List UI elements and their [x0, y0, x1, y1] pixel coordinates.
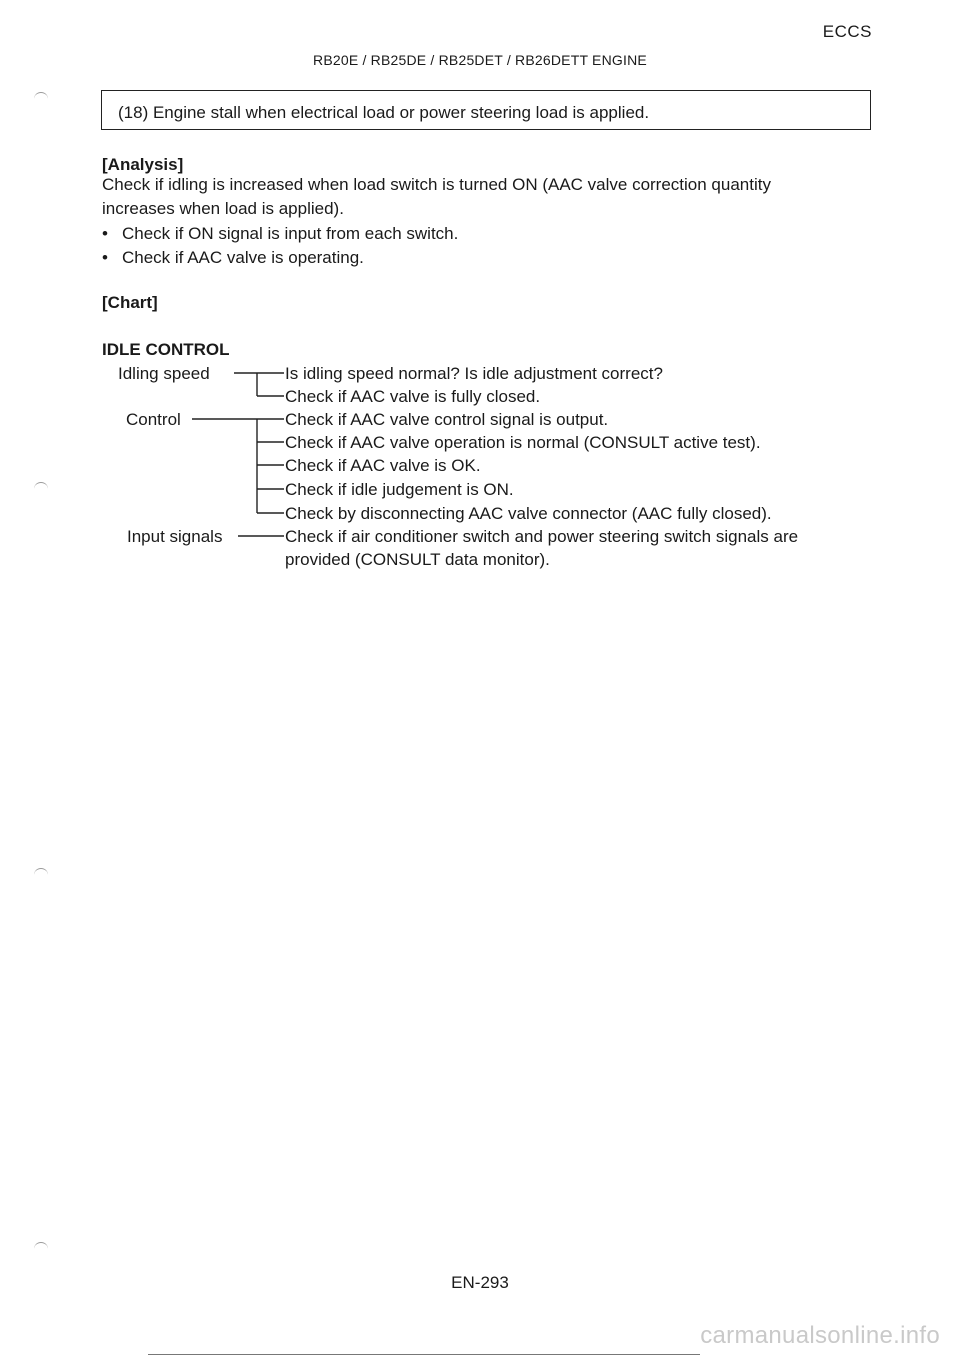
- margin-mark: [34, 92, 48, 99]
- control-item: Check if AAC valve operation is normal (CONSULT active test).: [285, 433, 761, 452]
- chart-heading: [Chart]: [102, 293, 158, 312]
- bullet-icon: •: [102, 224, 108, 243]
- footer-rule: [148, 1354, 700, 1355]
- bullet-icon: •: [102, 248, 108, 267]
- idling-speed-item: Check if AAC valve is fully closed.: [285, 387, 541, 406]
- margin-mark: [34, 1242, 48, 1249]
- group-label-control: Control: [126, 410, 181, 429]
- analysis-heading: [Analysis]: [102, 155, 184, 174]
- control-item: Check if idle judgement is ON.: [285, 480, 514, 499]
- group-label-input-signals: Input signals: [127, 527, 223, 546]
- idle-control-heading: IDLE CONTROL: [102, 340, 230, 359]
- control-item: Check by disconnecting AAC valve connector (AAC fully closed).: [285, 504, 772, 523]
- control-item: Check if AAC valve is OK.: [285, 456, 481, 475]
- margin-mark: [34, 868, 48, 875]
- group-label-idling-speed: Idling speed: [118, 364, 210, 383]
- page-title: (18) Engine stall when electrical load or power steering load is applied.: [101, 90, 871, 130]
- control-item: Check if AAC valve control signal is output.: [285, 410, 609, 429]
- analysis-bullet-text: Check if ON signal is input from each switch.: [122, 224, 459, 243]
- page-number: EN-293: [451, 1273, 509, 1292]
- analysis-paragraph-line-2: increases when load is applied).: [102, 199, 344, 218]
- engine-header: RB20E / RB25DE / RB25DET / RB26DETT ENGINE: [313, 52, 647, 68]
- analysis-bullet-text: Check if AAC valve is operating.: [122, 248, 364, 267]
- idling-speed-item: Is idling speed normal? Is idle adjustment correct?: [285, 364, 663, 383]
- section-tag: ECCS: [822, 22, 872, 41]
- input-signals-item: provided (CONSULT data monitor).: [285, 550, 550, 569]
- analysis-paragraph-line-1: Check if idling is increased when load switch is turned ON (AAC valve correction quantity: [102, 175, 771, 194]
- watermark[interactable]: carmanualsonline.info: [700, 1322, 940, 1349]
- margin-mark: [34, 482, 48, 489]
- input-signals-item: Check if air conditioner switch and power steering switch signals are: [285, 527, 799, 546]
